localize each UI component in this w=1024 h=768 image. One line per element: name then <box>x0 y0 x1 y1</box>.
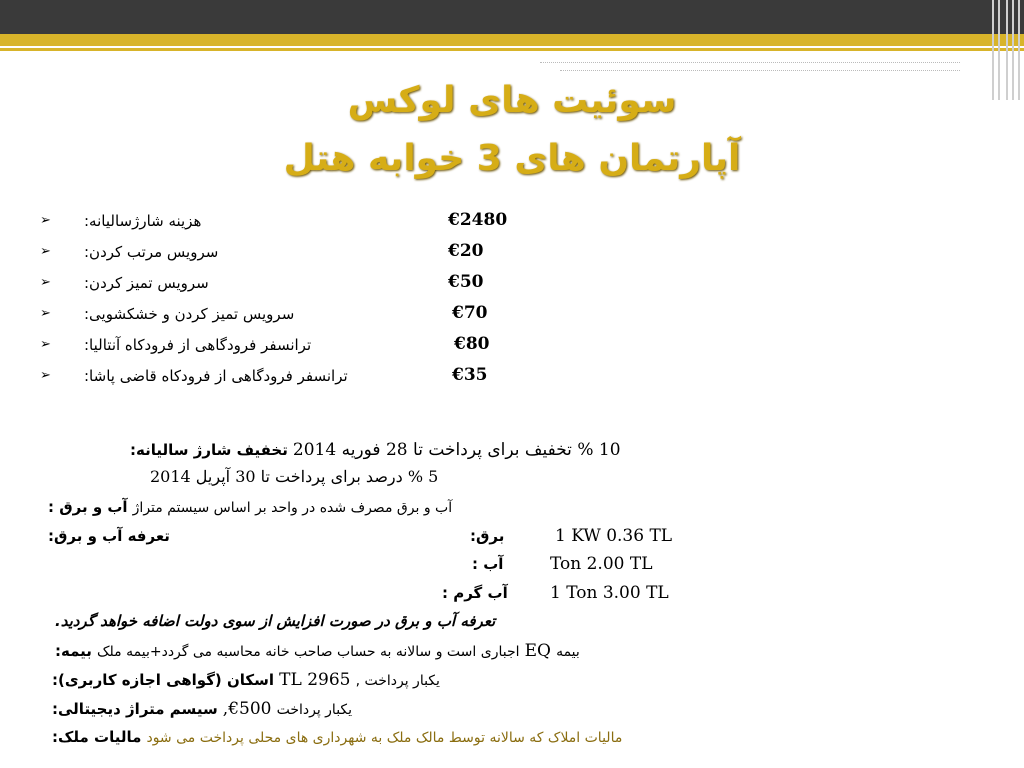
utilities-text: آب و برق مصرف شده در واحد بر اساس سیستم متراژ <box>132 500 453 516</box>
tariff-note: تعرفه آب و برق در صورت افزایش از سوی دولت اضافه خواهد گردید. <box>55 612 496 630</box>
water-value: Ton 2.00 TL <box>550 554 653 574</box>
item-value: €35 <box>452 365 488 385</box>
permit-text: یکبار پرداخت , <box>355 673 440 689</box>
list-item <box>40 303 600 334</box>
item-label: هزینه شارژسالیانه: <box>84 212 202 230</box>
digital-label: سیسم متراژ دیجیتالی: <box>52 700 218 718</box>
list-item <box>40 365 600 396</box>
item-value: €2480 <box>448 210 508 230</box>
price-list <box>40 210 600 396</box>
digital-meter-line <box>52 699 352 719</box>
permit-amount: 2965 TL <box>279 670 351 690</box>
gold-stripe <box>0 34 1024 46</box>
page-subtitle: آپارتمان های 3 خوابه هتل <box>283 138 741 179</box>
insurance-eq: EQ <box>524 641 551 661</box>
insurance-text: اجباری است و سالانه به حساب صاحب خانه محاسبه می گردد+بیمه ملک <box>97 644 520 660</box>
arrow-bullet-icon: ➢ <box>40 244 51 259</box>
tariff-label: تعرفه آب و برق: <box>48 527 170 545</box>
item-label: سرویس تمیز کردن: <box>84 274 209 292</box>
hot-water-value: 1 Ton 3.00 TL <box>550 583 669 603</box>
gold-stripe-thin <box>0 48 1024 51</box>
arrow-bullet-icon: ➢ <box>40 337 51 352</box>
arrow-bullet-icon: ➢ <box>40 306 51 321</box>
electric-label: برق: <box>470 527 505 545</box>
discount-text-1: 10 % تخفیف برای پرداخت تا 28 فوریه 2014 <box>292 440 621 460</box>
item-label: ترانسفر فرودگاهی از فرودکاه آنتالیا: <box>84 336 312 354</box>
item-value: €70 <box>452 303 488 323</box>
list-item <box>40 272 600 303</box>
permit-line <box>52 670 440 690</box>
utilities-line <box>48 497 452 516</box>
arrow-bullet-icon: ➢ <box>40 275 51 290</box>
discount-line <box>130 440 621 460</box>
top-bar <box>0 0 1024 34</box>
list-item <box>40 241 600 272</box>
item-value: €80 <box>454 334 490 354</box>
arrow-bullet-icon: ➢ <box>40 213 51 228</box>
decorative-dotted-line <box>540 62 960 63</box>
page-title: سوئیت های لوکس <box>347 80 677 121</box>
item-label: سرویس مرتب کردن: <box>84 243 219 261</box>
water-label: آب : <box>472 555 504 573</box>
insurance-line <box>55 641 580 661</box>
property-tax-line <box>52 727 622 746</box>
permit-label: اسکان (گواهی اجازه کاربری): <box>52 671 275 689</box>
item-label: سرویس تمیز کردن و خشکشویی: <box>84 305 295 323</box>
discount-text-2: 5 % درصد برای پرداخت تا 30 آپریل 2014 <box>150 467 439 486</box>
item-label: ترانسفر فرودگاهی از فرودکاه قاضی پاشا: <box>84 367 348 385</box>
discount-label: تخفیف شارژ سالیانه: <box>130 441 288 459</box>
hot-water-label: آب گرم : <box>442 584 508 602</box>
item-value: €20 <box>448 241 484 261</box>
digital-amount: 500€, <box>222 699 272 719</box>
insurance-label: بیمه: <box>55 642 92 660</box>
list-item <box>40 210 600 241</box>
item-value: €50 <box>448 272 484 292</box>
property-tax-text: مالیات املاک که سالانه توسط مالک ملک به شهرداری های محلی پرداخت می شود <box>146 730 623 746</box>
insurance-tail: بیمه <box>556 644 580 660</box>
arrow-bullet-icon: ➢ <box>40 368 51 383</box>
decorative-dotted-line <box>560 70 960 71</box>
property-tax-label: مالیات ملک: <box>52 728 142 746</box>
list-item <box>40 334 600 365</box>
digital-text: یکبار پرداخت <box>276 702 353 718</box>
utilities-label: آب و برق : <box>48 498 128 516</box>
electric-value: 1 KW 0.36 TL <box>555 526 673 546</box>
